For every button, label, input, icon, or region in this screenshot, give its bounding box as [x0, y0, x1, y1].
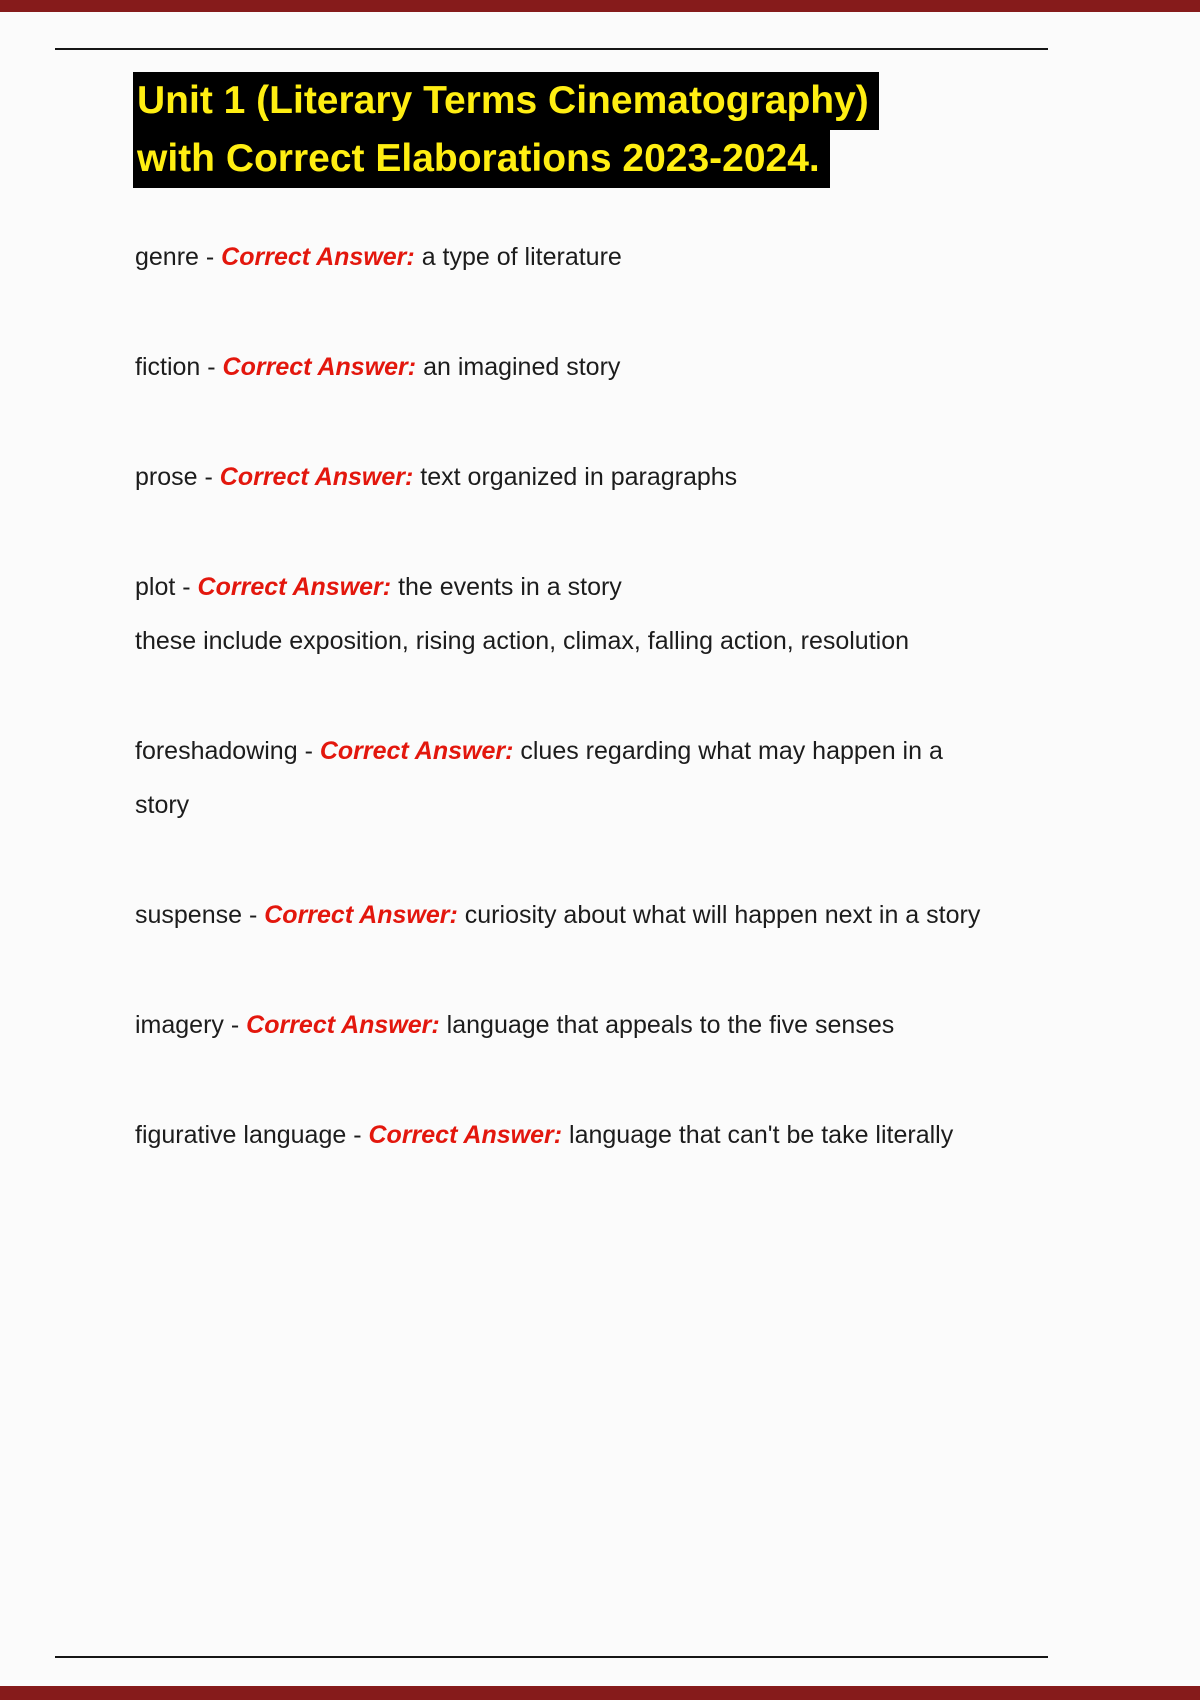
definition: language that can't be take literally [569, 1121, 954, 1149]
page-title-line-1: Unit 1 (Literary Terms Cinematography) [133, 72, 879, 130]
correct-answer-label: Correct Answer: [197, 573, 392, 601]
correct-answer-label: Correct Answer: [219, 463, 414, 491]
separator: - [175, 573, 198, 601]
term: plot [135, 573, 176, 601]
term: prose [135, 463, 198, 491]
page-title [133, 72, 1053, 188]
separator: - [197, 463, 220, 491]
term: fiction [135, 353, 201, 381]
definition: a type of literature [421, 243, 622, 271]
definition: the events in a story [398, 573, 622, 601]
separator: - [198, 243, 222, 271]
term-entry [135, 724, 997, 832]
term-entry [135, 560, 997, 668]
term: imagery [135, 1011, 224, 1039]
top-rule [55, 48, 1048, 50]
term-entry [135, 340, 997, 394]
definition: text organized in paragraphs [420, 463, 738, 491]
correct-answer-label: Correct Answer: [246, 1011, 440, 1039]
bottom-accent-bar [0, 1686, 1200, 1700]
term: foreshadowing [135, 737, 298, 765]
correct-answer-label: Correct Answer: [368, 1121, 563, 1149]
term-entry [135, 230, 997, 284]
correct-answer-label: Correct Answer: [264, 901, 458, 929]
term: genre [135, 243, 199, 271]
definition-note: these include exposition, rising action, climax, falling action, resolution [135, 627, 910, 655]
page-title-line-2: with Correct Elaborations 2023-2024. [133, 130, 830, 188]
term: suspense [135, 901, 243, 929]
separator: - [242, 901, 265, 929]
term-entry [135, 998, 997, 1052]
separator: - [297, 737, 320, 765]
top-accent-bar [0, 0, 1200, 12]
bottom-rule [55, 1656, 1048, 1658]
term-entry [135, 888, 997, 942]
term-entry [135, 1108, 997, 1162]
correct-answer-label: Correct Answer: [221, 243, 415, 271]
correct-answer-label: Correct Answer: [222, 353, 417, 381]
definition: an imagined story [423, 353, 621, 381]
correct-answer-label: Correct Answer: [319, 737, 514, 765]
term-entry [135, 450, 997, 504]
separator: - [223, 1011, 247, 1039]
separator: - [346, 1121, 369, 1149]
separator: - [200, 353, 223, 381]
definition: language that appeals to the five senses [446, 1011, 895, 1039]
term: figurative language [135, 1121, 347, 1149]
definition: curiosity about what will happen next in a story [464, 901, 981, 929]
definition: clues regarding what may happen in a story [135, 737, 943, 819]
terms-list [135, 230, 997, 1218]
